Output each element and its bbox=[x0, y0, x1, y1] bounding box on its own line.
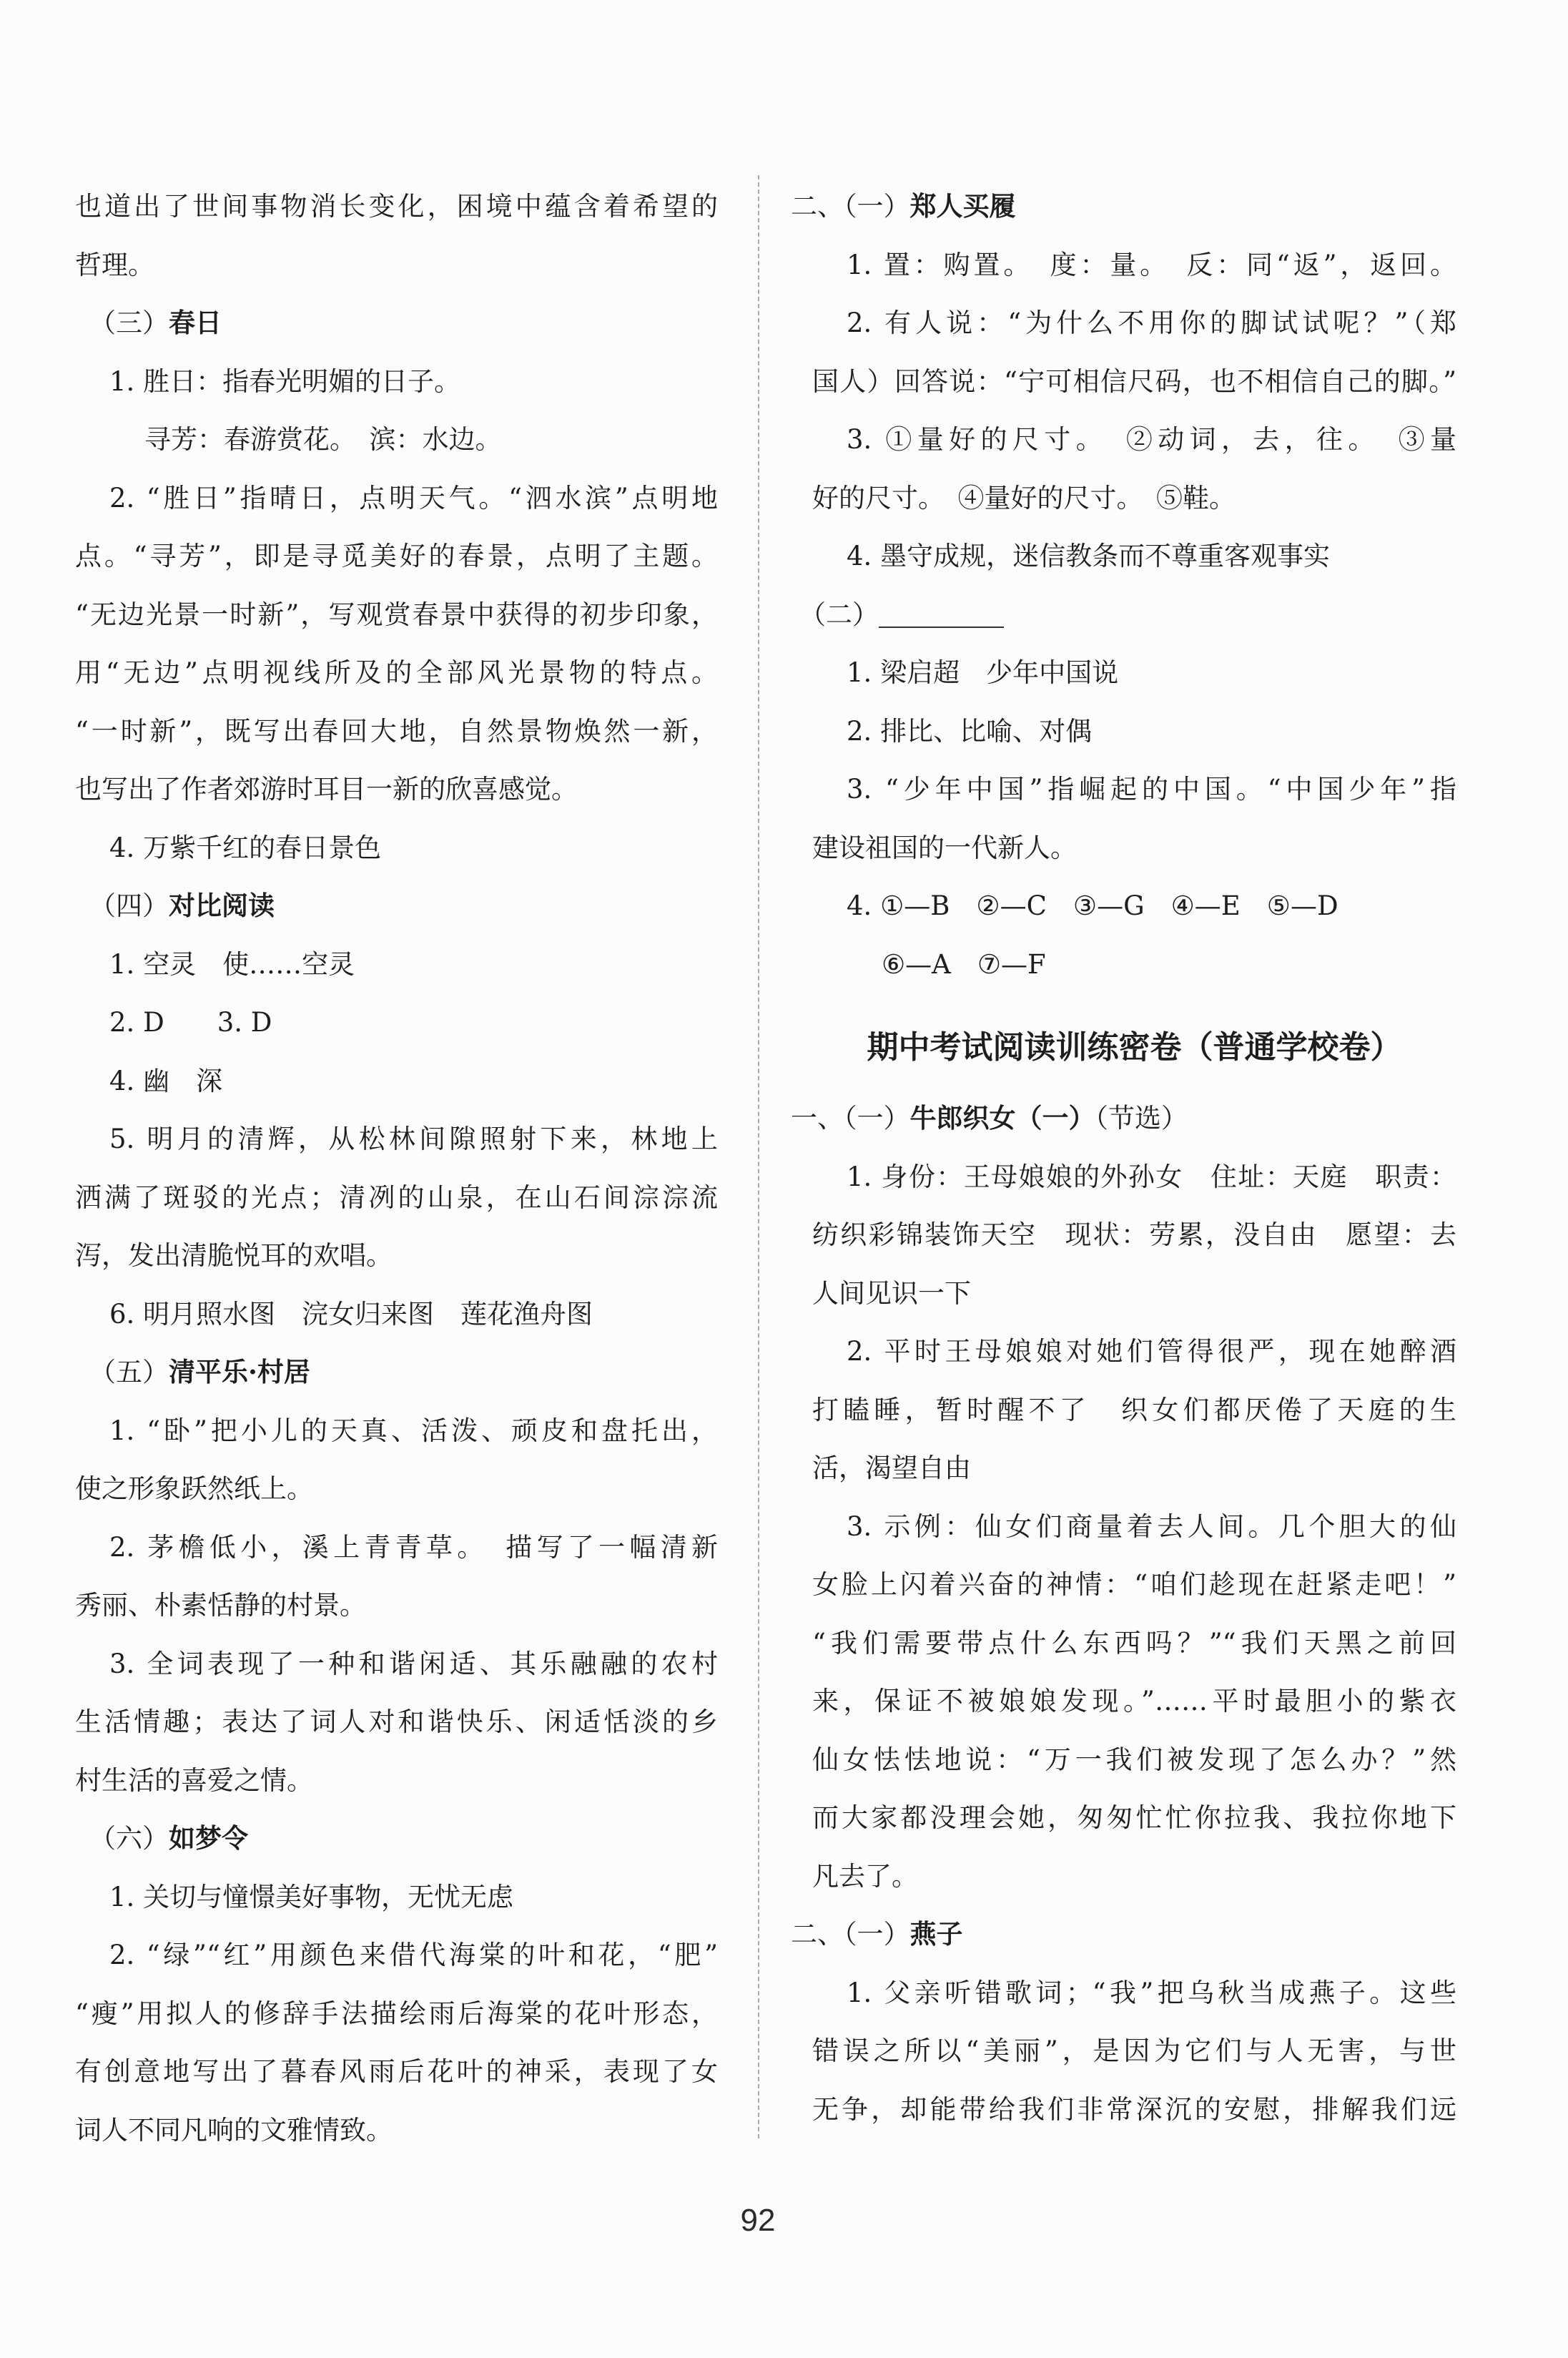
answer-line: ⑥—A ⑦—F bbox=[882, 948, 1046, 980]
answer-line: 2. 排比、比喻、对偶 bbox=[847, 715, 1093, 747]
answer-line: 1. 身份：王母娘娘的外孙女 住址：天庭 职责： bbox=[847, 1161, 1456, 1192]
answer-line: 寻芳：春游赏花。 滨：水边。 bbox=[144, 424, 502, 455]
answer-line: 2. “胜日”指晴日，点明天气。“泗水滨”点明地 bbox=[109, 482, 718, 514]
answer-line: 秀丽、朴素恬静的村景。 bbox=[75, 1590, 366, 1621]
answer-line: 2. “绿”“红”用颜色来借代海棠的叶和花，“肥” bbox=[109, 1940, 718, 1970]
answer-line: 而大家都没理会她，匆匆忙忙你拉我、我拉你地下 bbox=[812, 1802, 1456, 1833]
answer-line: 泻，发出清脆悦耳的欢唱。 bbox=[75, 1240, 393, 1271]
answer-line: 词人不同凡响的文雅情致。 bbox=[75, 2114, 393, 2146]
section-heading bbox=[791, 177, 1456, 236]
answer-line: “瘦”用拟人的修辞手法描绘雨后海棠的花叶形态， bbox=[75, 1998, 718, 2029]
answer-line: 仙女怯怯地说：“万一我们被发现了怎么办？”然 bbox=[812, 1744, 1456, 1775]
section-heading bbox=[791, 1905, 1456, 1964]
left-column bbox=[75, 177, 718, 2159]
column-divider bbox=[758, 175, 759, 2138]
section-title: 清平乐·村居 bbox=[169, 1356, 310, 1387]
section-number: （五） bbox=[89, 1357, 169, 1387]
answer-line: 2. 平时王母娘娘对她们管得很严，现在她醉酒 bbox=[847, 1336, 1456, 1367]
answer-line: 2. 茅檐低小，溪上青青草。 描写了一幅清新 bbox=[109, 1531, 718, 1563]
answer-line: 1. “卧”把小儿的天真、活泼、顽皮和盘托出， bbox=[109, 1415, 718, 1446]
answer-line: 村生活的喜爱之情。 bbox=[75, 1764, 313, 1796]
answer-line: 打瞌睡，暂时醒不了 织女们都厌倦了天庭的生 bbox=[812, 1394, 1456, 1425]
section-title: 如梦令 bbox=[169, 1822, 248, 1854]
answer-line: 4. 幽 深 bbox=[109, 1065, 223, 1096]
section-number: 一、（一） bbox=[791, 1103, 910, 1134]
section-title: 春日 bbox=[169, 307, 222, 338]
answer-line: 哲理。 bbox=[75, 249, 154, 280]
answer-line: 女脸上闪着兴奋的神情：“咱们趁现在赶紧走吧！” bbox=[812, 1569, 1456, 1600]
section-number: （六） bbox=[89, 1823, 169, 1854]
right-column bbox=[791, 177, 1456, 2138]
answer-line: “我们需要带点什么东西吗？”“我们天黑之前回 bbox=[812, 1627, 1456, 1659]
section-heading bbox=[75, 294, 718, 353]
answer-line: 4. ①—B ②—C ③—G ④—E ⑤—D bbox=[847, 890, 1338, 921]
answer-line: 用“无边”点明视线所及的全部风光景物的特点。 bbox=[75, 657, 718, 688]
answer-line: 2. D 3. D bbox=[109, 1007, 272, 1038]
answer-line: 使之形象跃然纸上。 bbox=[75, 1473, 313, 1504]
answer-line: 3. 示例：仙女们商量着去人间。几个胆大的仙 bbox=[847, 1510, 1456, 1542]
answer-line: 4. 墨守成规，迷信教条而不尊重客观事实 bbox=[847, 541, 1331, 571]
section-note: （节选） bbox=[1095, 1103, 1188, 1134]
answer-line: 1. 置：购置。 度：量。 反：同“返”，返回。 bbox=[847, 249, 1456, 280]
answer-line: 也道出了世间事物消长变化，困境中蕴含着希望的 bbox=[75, 191, 718, 222]
answer-line: 3. 全词表现了一种和谐闲适、其乐融融的农村 bbox=[109, 1648, 718, 1679]
section-number: （二） bbox=[799, 599, 879, 630]
answer-line: “无边光景一时新”，写观赏春景中获得的初步印象， bbox=[75, 599, 718, 630]
answer-line: 洒满了斑驳的光点；清冽的山泉，在山石间淙淙流 bbox=[75, 1182, 718, 1213]
answer-line: 3. ①量好的尺寸。 ②动词，去，往。 ③量 bbox=[847, 424, 1456, 455]
answer-line: 1. 胜日：指春光明媚的日子。 bbox=[109, 365, 461, 397]
answer-line: 5. 明月的清辉，从松林间隙照射下来，林地上 bbox=[109, 1124, 718, 1154]
answer-line: 生活情趣；表达了词人对和谐快乐、闲适恬淡的乡 bbox=[75, 1706, 718, 1737]
section-title: 牛郎织女（一） bbox=[909, 1102, 1095, 1134]
section-number: （四） bbox=[89, 890, 169, 921]
section-number: 二、（一） bbox=[791, 1919, 910, 1950]
section-title: 燕子 bbox=[909, 1918, 963, 1950]
answer-line: 有创意地写出了暮春风雨后花叶的神采，表现了女 bbox=[75, 2056, 718, 2087]
answer-line: “一时新”，既写出春回大地，自然景物焕然一新， bbox=[75, 715, 718, 747]
section-number: （三） bbox=[89, 308, 169, 338]
answer-line: 无争，却能带给我们非常深沉的安慰，排解我们远 bbox=[812, 2093, 1456, 2125]
answer-line: 活，渴望自由 bbox=[812, 1453, 971, 1483]
answer-line: 4. 万紫千红的春日景色 bbox=[109, 832, 382, 863]
answer-line: 1. 父亲听错歌词；“我”把乌秋当成燕子。这些 bbox=[847, 1977, 1456, 2008]
answer-line: 1. 关切与憧憬美好事物，无忧无虑 bbox=[109, 1881, 514, 1912]
answer-line: 好的尺寸。 ④量好的尺寸。 ⑤鞋。 bbox=[812, 482, 1236, 514]
section-heading bbox=[75, 1343, 718, 1402]
section-heading bbox=[75, 877, 718, 935]
section-heading bbox=[791, 1089, 1456, 1148]
answer-line: 也写出了作者郊游时耳目一新的欣喜感觉。 bbox=[75, 774, 578, 805]
answer-line: 人间见识一下 bbox=[812, 1277, 971, 1309]
exam-title: 期中考试阅读训练密卷（普通学校卷） bbox=[867, 1029, 1402, 1066]
section-heading bbox=[799, 586, 1456, 644]
answer-line: 纺织彩锦装饰天空 现状：劳累，没自由 愿望：去 bbox=[812, 1219, 1456, 1250]
answer-line: 3. “少年中国”指崛起的中国。“中国少年”指 bbox=[847, 774, 1456, 805]
answer-line: 建设祖国的一代新人。 bbox=[812, 832, 1077, 863]
answer-line: 2. 有人说：“为什么不用你的脚试试呢？”（郑 bbox=[847, 308, 1456, 338]
section-heading bbox=[75, 1809, 718, 1868]
answer-line: 国人）回答说：“宁可相信尺码，也不相信自己的脚。” bbox=[812, 365, 1456, 397]
answer-line: 1. 梁启超 少年中国说 bbox=[847, 657, 1119, 688]
answer-blank bbox=[879, 627, 1004, 628]
section-number: 二、（一） bbox=[791, 191, 910, 222]
answer-line: 来，保证不被娘娘发现。”……平时最胆小的紫衣 bbox=[812, 1686, 1456, 1716]
section-title: 对比阅读 bbox=[169, 890, 275, 921]
answer-line: 凡去了。 bbox=[812, 1860, 918, 1892]
answer-line: 1. 空灵 使……空灵 bbox=[109, 948, 355, 980]
answer-line: 点。“寻芳”，即是寻觅美好的春景，点明了主题。 bbox=[75, 541, 718, 571]
answer-line: 6. 明月照水图 浣女归来图 莲花渔舟图 bbox=[109, 1298, 593, 1330]
answer-line: 错误之所以“美丽”，是因为它们与人无害，与世 bbox=[812, 2035, 1456, 2066]
page-number: 92 bbox=[740, 2203, 776, 2238]
section-title: 郑人买履 bbox=[909, 190, 1016, 222]
